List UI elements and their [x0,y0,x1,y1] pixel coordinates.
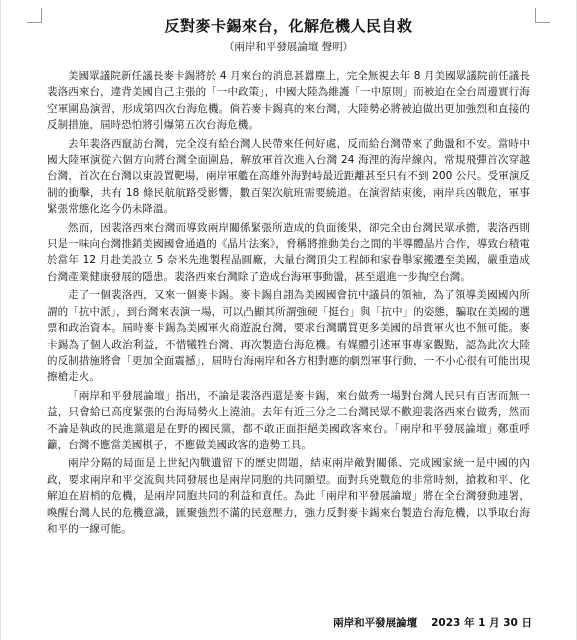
crop-mark-top-right [535,8,550,23]
paragraph-5: 「兩岸和平發展論壇」指出，不論是裴洛西還是麥卡錫，來台做秀一場對台灣人民只有百害而無一益，只會給已高度緊張的台海局勢火上澆油。去年有近三分之二台灣民眾不歡迎裴洛西來台做秀，然而不論是執政的民進黨還是在野的國民黨，都不敢正面拒絕美國政客來台。「兩岸和平發展論壇」鄭重呼籲，台灣不應當美國棋子，不應做美國政客的造勢工具。 [47,389,530,451]
paragraph-6: 兩岸分隔的局面是上世紀內戰遺留下的歷史問題，結束兩岸敵對關係、完成國家統一是中國的內政，要求兩岸和平交流與共同發展也是兩岸同胞的共同願望。面對兵兇戰危的非常時刻，搶救和平、化解迫在眉梢的危機，是兩岸同胞共同的利益和責任。為此「兩岸和平發展論壇」將在全台灣發動連署，喚醒台灣人民的危機意識，匯聚強烈不滿的民意壓力，強力反對麥卡錫來台製造台海危機，以爭取台海和平的一線可能。 [47,457,530,535]
paragraph-1: 美國眾議院新任議長麥卡錫將於 4 月來台的消息甚囂塵上，完全無視去年 8 月美國眾議院前任議長裴洛西來台，違背美國自己主張的「一中政策」，中國大陸為維護「一中原則」而被迫在全台周邊實行海空軍圍島演習，形成第四次台海危機。倘若麥卡錫真的來台灣，大陸勢必將被迫做出更加強烈和直接的反制措施，屆時恐怕將引爆第五次台海危機。 [47,70,530,132]
signature-line [333,616,532,630]
document-title: 反對麥卡錫來台，化解危機人民自救 [164,17,413,35]
document-subtitle: （兩岸和平發展論壇 聲明） [223,41,354,53]
paragraph-4: 走了一個裴洛西，又來一個麥卡錫。麥卡錫自詡為美國國會抗中議員的領袖，為了領導美國國內所謂的「抗中派」，到台灣來表演一場，可以凸顯其所謂強硬「挺台」與「抗中」的姿態，騙取在美國的選票和政治資本。屆時麥卡錫為美國軍火商遊說台灣，要求台灣購買更多美國的昂貴軍火也不無可能。麥卡錫為了個人政治利益，不惜犧牲台灣、再次製造台海危機。有媒體引述軍事專家觀點，認為此次大陸的反制措施將會「更加全面震撼」，屆時台海兩岸和各方相對應的劇烈軍事行動，一不小心很有可能出現擦槍走火。 [47,289,530,384]
document-body [47,68,530,537]
signature-org: 兩岸和平發展論壇 [333,617,418,629]
paragraph-2: 去年裴洛西竄訪台灣，完全沒有給台灣人民帶來任何好處，反而給台灣帶來了動盪和不安。當時中國大陸軍演從六個方向將台灣全面圍島，解放軍首次進入台灣 24 海浬的海岸線內，常規飛彈首次穿越台灣，首次在台灣以東設置靶場，兩岸軍艦在高雄外海對峙最近距離甚至只有不到 200 公尺。受軍演反制的衝擊，共有 18 條民航航路受影響，數百架次航班需要繞道。在演習結束後，兩岸兵凶戰危，軍事緊張常態化迄今仍未降溫。 [47,137,531,216]
signature-date: 2023 年 1 月 30 日 [431,617,532,629]
crop-mark-top-left [27,8,42,23]
paragraph-3: 然而，因裴洛西來台灣而導致兩岸關係緊張所造成的負面後果，卻完全由台灣民眾承擔，裴洛西則只是一味向台灣推銷美國國會通過的《晶片法案》，脅稱將推動美台之間的半導體晶片合作，導致台積電於當年 12 月赴美設立 5 奈米先進製程晶圓廠，大量台灣頂尖工程師和家眷舉家搬遷至美國，嚴重造成台灣產業健康發展的隱患。裴洛西來台灣除了造成台海軍事動盪，甚至還進一步掏空台灣。 [47,221,530,283]
